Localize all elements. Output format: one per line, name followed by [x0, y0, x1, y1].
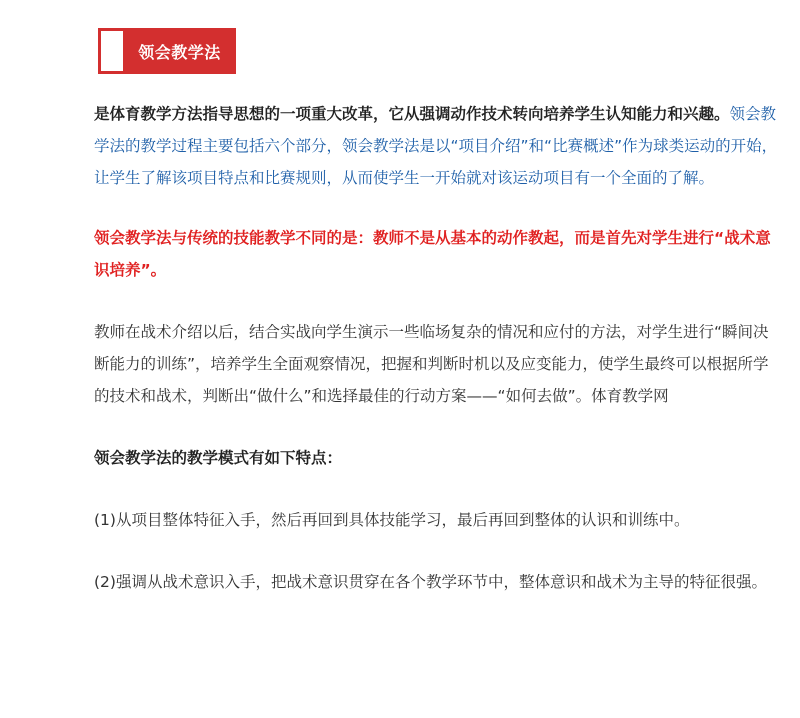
section-title: 领会教学法 [138, 42, 221, 62]
intro-paragraph [94, 98, 780, 194]
feature-item-2: (2)强调从战术意识入手，把战术意识贯穿在各个教学环节中，整体意识和战术为主导的特征很强。 [94, 573, 767, 591]
intro-bold-text: 是体育教学方法指导思想的一项重大改革，它从强调动作技术转向培养学生认知能力和兴趣。 [94, 105, 730, 123]
badge-white-mark [101, 31, 123, 71]
highlight-paragraph: 领会教学法与传统的技能教学不同的是：教师不是从基本的动作教起，而是首先对学生进行“战术意识培养”。 [94, 229, 771, 279]
article [94, 28, 780, 598]
section-title-badge [98, 28, 236, 74]
intro-blue-text: 领会教学法的教学过程主要包括六个部分，领会教学法是以“项目介绍”和“比赛概述”作为球类运动的开始，让学生了解该项目特点和比赛规则，从而使学生一开始就对该运动项目有一个全面的了解。 [94, 105, 778, 187]
features-heading: 领会教学法的教学模式有如下特点： [94, 449, 343, 467]
body-paragraph: 教师在战术介绍以后，结合实战向学生演示一些临场复杂的情况和应付的方法，对学生进行“瞬间决断能力的训练”，培养学生全面观察情况，把握和判断时机以及应变能力，使学生最终可以根据所学的技术和战术，判断出“做什么”和选择最佳的行动方案——“如何去做”。体育教学网 [94, 323, 769, 405]
feature-item-1: (1)从项目整体特征入手，然后再回到具体技能学习，最后再回到整体的认识和训练中。 [94, 511, 690, 529]
